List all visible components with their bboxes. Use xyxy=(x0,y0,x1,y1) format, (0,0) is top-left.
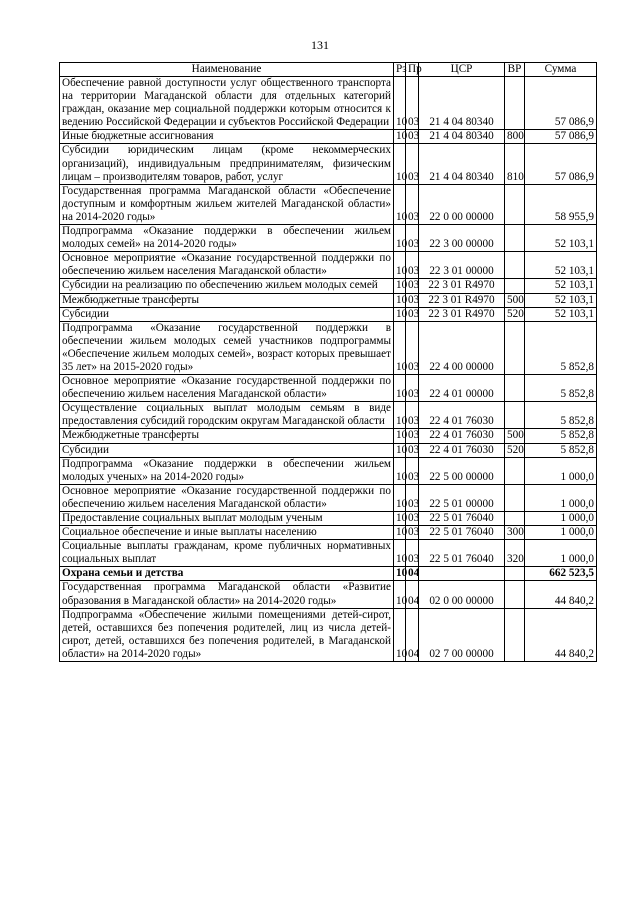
row-vr-cell xyxy=(505,402,525,429)
row-name-cell: Государственная программа Магаданской области «Обеспечение доступным и комфортным жильем жителей Магаданской области» на 2014-2020 годы» xyxy=(60,184,394,224)
table-row xyxy=(60,443,597,457)
row-vr-cell xyxy=(505,512,525,526)
row-csr-cell: 21 4 04 80340 xyxy=(419,144,505,184)
table-row xyxy=(60,130,597,144)
table-row xyxy=(60,457,597,484)
row-pr-cell: 03 xyxy=(406,252,419,279)
row-vr-cell: 320 xyxy=(505,540,525,567)
row-vr-cell xyxy=(505,375,525,402)
row-sum-cell: 1 000,0 xyxy=(525,540,597,567)
row-rz-cell: 10 xyxy=(394,429,406,443)
row-sum-cell: 5 852,8 xyxy=(525,429,597,443)
row-name-cell: Обеспечение равной доступности услуг общественного транспорта на территории Магаданской области для отдельных категорий граждан, оказание мер социальной поддержки которым относится к ведению Российской Федерации и субъектов Российской Федерации xyxy=(60,77,394,130)
budget-table xyxy=(59,62,597,662)
row-csr-cell: 22 5 01 76040 xyxy=(419,526,505,540)
row-pr-cell: 03 xyxy=(406,540,419,567)
row-name-cell: Иные бюджетные ассигнования xyxy=(60,130,394,144)
row-sum-cell: 57 086,9 xyxy=(525,130,597,144)
row-name-cell: Межбюджетные трансферты xyxy=(60,293,394,307)
row-vr-cell xyxy=(505,77,525,130)
row-sum-cell: 52 103,1 xyxy=(525,293,597,307)
row-csr-cell: 22 3 01 R4970 xyxy=(419,279,505,293)
table-row xyxy=(60,540,597,567)
row-vr-cell: 500 xyxy=(505,429,525,443)
row-name-cell: Основное мероприятие «Оказание государственной поддержки по обеспечению жильем населения Магаданской области» xyxy=(60,375,394,402)
row-name-cell: Осуществление социальных выплат молодым семьям в виде предоставления субсидий городским округам Магаданской области xyxy=(60,402,394,429)
row-csr-cell: 22 4 01 00000 xyxy=(419,375,505,402)
row-pr-cell: 03 xyxy=(406,512,419,526)
row-sum-cell: 52 103,1 xyxy=(525,225,597,252)
row-rz-cell: 10 xyxy=(394,77,406,130)
table-row xyxy=(60,293,597,307)
row-pr-cell: 03 xyxy=(406,402,419,429)
table-row xyxy=(60,402,597,429)
table-row xyxy=(60,77,597,130)
row-sum-cell: 5 852,8 xyxy=(525,443,597,457)
row-csr-cell: 21 4 04 80340 xyxy=(419,77,505,130)
row-pr-cell: 03 xyxy=(406,321,419,374)
table-row xyxy=(60,252,597,279)
header-sum: Сумма xyxy=(525,63,597,77)
row-pr-cell: 03 xyxy=(406,184,419,224)
row-pr-cell: 03 xyxy=(406,225,419,252)
row-pr-cell: 04 xyxy=(406,567,419,581)
row-csr-cell: 22 4 00 00000 xyxy=(419,321,505,374)
row-pr-cell: 03 xyxy=(406,77,419,130)
row-csr-cell xyxy=(419,567,505,581)
row-csr-cell: 22 4 01 76030 xyxy=(419,443,505,457)
row-csr-cell: 22 0 00 00000 xyxy=(419,184,505,224)
row-sum-cell: 57 086,9 xyxy=(525,144,597,184)
row-csr-cell: 22 5 01 00000 xyxy=(419,484,505,511)
row-pr-cell: 03 xyxy=(406,484,419,511)
table-row xyxy=(60,375,597,402)
row-vr-cell: 300 xyxy=(505,526,525,540)
row-rz-cell: 10 xyxy=(394,484,406,511)
row-csr-cell: 22 5 00 00000 xyxy=(419,457,505,484)
row-csr-cell: 22 4 01 76030 xyxy=(419,429,505,443)
row-rz-cell: 10 xyxy=(394,540,406,567)
row-rz-cell: 10 xyxy=(394,293,406,307)
row-csr-cell: 22 5 01 76040 xyxy=(419,540,505,567)
row-vr-cell: 520 xyxy=(505,307,525,321)
row-csr-cell: 02 0 00 00000 xyxy=(419,581,505,608)
row-name-cell: Субсидии xyxy=(60,443,394,457)
row-name-cell: Подпрограмма «Оказание государственной поддержки в обеспечении жильем молодых семей участников подпрограммы «Обеспечение жильем молодых семей», возраст которых превышает 35 лет» на 2015-2020 годы» xyxy=(60,321,394,374)
table-row xyxy=(60,581,597,608)
row-rz-cell: 10 xyxy=(394,252,406,279)
table-row xyxy=(60,279,597,293)
row-sum-cell: 58 955,9 xyxy=(525,184,597,224)
row-name-cell: Государственная программа Магаданской области «Развитие образования в Магаданской области» на 2014-2020 годы» xyxy=(60,581,394,608)
row-vr-cell xyxy=(505,581,525,608)
row-name-cell: Социальные выплаты гражданам, кроме публичных нормативных социальных выплат xyxy=(60,540,394,567)
table-row xyxy=(60,526,597,540)
row-pr-cell: 03 xyxy=(406,307,419,321)
row-pr-cell: 03 xyxy=(406,293,419,307)
row-sum-cell: 44 840,2 xyxy=(525,581,597,608)
table-row xyxy=(60,321,597,374)
row-sum-cell: 5 852,8 xyxy=(525,402,597,429)
row-rz-cell: 10 xyxy=(394,144,406,184)
row-pr-cell: 03 xyxy=(406,279,419,293)
row-rz-cell: 10 xyxy=(394,130,406,144)
table-header-row xyxy=(60,63,597,77)
row-csr-cell: 22 3 00 00000 xyxy=(419,225,505,252)
row-rz-cell: 10 xyxy=(394,375,406,402)
table-row xyxy=(60,512,597,526)
header-csr: ЦСР xyxy=(419,63,505,77)
row-name-cell: Основное мероприятие «Оказание государственной поддержки по обеспечению жильем населения Магаданской области» xyxy=(60,484,394,511)
row-rz-cell: 10 xyxy=(394,526,406,540)
page-number: 131 xyxy=(311,38,329,52)
row-rz-cell: 10 xyxy=(394,581,406,608)
row-rz-cell: 10 xyxy=(394,402,406,429)
row-sum-cell: 52 103,1 xyxy=(525,279,597,293)
row-sum-cell: 1 000,0 xyxy=(525,526,597,540)
row-rz-cell: 10 xyxy=(394,608,406,661)
row-rz-cell: 10 xyxy=(394,567,406,581)
row-vr-cell xyxy=(505,321,525,374)
row-name-cell: Предоставление социальных выплат молодым ученым xyxy=(60,512,394,526)
row-sum-cell: 52 103,1 xyxy=(525,252,597,279)
row-sum-cell: 57 086,9 xyxy=(525,77,597,130)
row-sum-cell: 52 103,1 xyxy=(525,307,597,321)
row-vr-cell: 500 xyxy=(505,293,525,307)
table-row xyxy=(60,429,597,443)
row-name-cell: Социальное обеспечение и иные выплаты населению xyxy=(60,526,394,540)
row-rz-cell: 10 xyxy=(394,225,406,252)
row-name-cell: Подпрограмма «Обеспечение жилыми помещениями детей-сирот, детей, оставшихся без попечения родителей, лиц из числа детей-сирот, детей, оставшихся без попечения родителей, в Магаданской области» на 2014-2020 годы» xyxy=(60,608,394,661)
table-row xyxy=(60,225,597,252)
row-csr-cell: 22 3 01 00000 xyxy=(419,252,505,279)
row-csr-cell: 22 5 01 76040 xyxy=(419,512,505,526)
row-vr-cell xyxy=(505,567,525,581)
row-sum-cell: 44 840,2 xyxy=(525,608,597,661)
row-csr-cell: 21 4 04 80340 xyxy=(419,130,505,144)
header-rz: Рз xyxy=(394,63,406,77)
row-rz-cell: 10 xyxy=(394,279,406,293)
row-vr-cell xyxy=(505,484,525,511)
row-vr-cell: 800 xyxy=(505,130,525,144)
row-vr-cell xyxy=(505,457,525,484)
row-vr-cell xyxy=(505,608,525,661)
row-vr-cell: 810 xyxy=(505,144,525,184)
table-row xyxy=(60,144,597,184)
row-rz-cell: 10 xyxy=(394,443,406,457)
header-vr: ВР xyxy=(505,63,525,77)
table-body xyxy=(60,77,597,662)
table-row xyxy=(60,307,597,321)
row-pr-cell: 03 xyxy=(406,375,419,402)
row-name-cell: Охрана семьи и детства xyxy=(60,567,394,581)
row-pr-cell: 03 xyxy=(406,526,419,540)
row-name-cell: Основное мероприятие «Оказание государственной поддержки по обеспечению жильем населения Магаданской области» xyxy=(60,252,394,279)
row-pr-cell: 03 xyxy=(406,443,419,457)
row-name-cell: Субсидии xyxy=(60,307,394,321)
row-sum-cell: 1 000,0 xyxy=(525,512,597,526)
row-pr-cell: 04 xyxy=(406,608,419,661)
row-sum-cell: 1 000,0 xyxy=(525,484,597,511)
row-sum-cell: 5 852,8 xyxy=(525,321,597,374)
row-name-cell: Подпрограмма «Оказание поддержки в обеспечении жильем молодых ученых» на 2014-2020 годы» xyxy=(60,457,394,484)
row-vr-cell xyxy=(505,225,525,252)
row-sum-cell: 5 852,8 xyxy=(525,375,597,402)
row-pr-cell: 03 xyxy=(406,457,419,484)
table-row xyxy=(60,184,597,224)
row-rz-cell: 10 xyxy=(394,457,406,484)
row-rz-cell: 10 xyxy=(394,321,406,374)
header-name: Наименование xyxy=(60,63,394,77)
table-row xyxy=(60,567,597,581)
row-rz-cell: 10 xyxy=(394,184,406,224)
header-pr: Пр xyxy=(406,63,419,77)
row-rz-cell: 10 xyxy=(394,307,406,321)
row-rz-cell: 10 xyxy=(394,512,406,526)
row-vr-cell xyxy=(505,279,525,293)
row-vr-cell xyxy=(505,184,525,224)
row-sum-cell: 1 000,0 xyxy=(525,457,597,484)
row-pr-cell: 03 xyxy=(406,429,419,443)
table-row xyxy=(60,608,597,661)
row-sum-cell: 662 523,5 xyxy=(525,567,597,581)
row-name-cell: Субсидии юридическим лицам (кроме некоммерческих организаций), индивидуальным предпринимателям, физическим лицам – производителям товаров, работ, услуг xyxy=(60,144,394,184)
row-name-cell: Межбюджетные трансферты xyxy=(60,429,394,443)
table-row xyxy=(60,484,597,511)
row-vr-cell xyxy=(505,252,525,279)
row-pr-cell: 04 xyxy=(406,581,419,608)
row-csr-cell: 02 7 00 00000 xyxy=(419,608,505,661)
row-vr-cell: 520 xyxy=(505,443,525,457)
row-csr-cell: 22 4 01 76030 xyxy=(419,402,505,429)
row-csr-cell: 22 3 01 R4970 xyxy=(419,293,505,307)
row-name-cell: Субсидии на реализацию по обеспечению жильем молодых семей xyxy=(60,279,394,293)
row-pr-cell: 03 xyxy=(406,144,419,184)
row-pr-cell: 03 xyxy=(406,130,419,144)
row-name-cell: Подпрограмма «Оказание поддержки в обеспечении жильем молодых семей» на 2014-2020 годы» xyxy=(60,225,394,252)
row-csr-cell: 22 3 01 R4970 xyxy=(419,307,505,321)
